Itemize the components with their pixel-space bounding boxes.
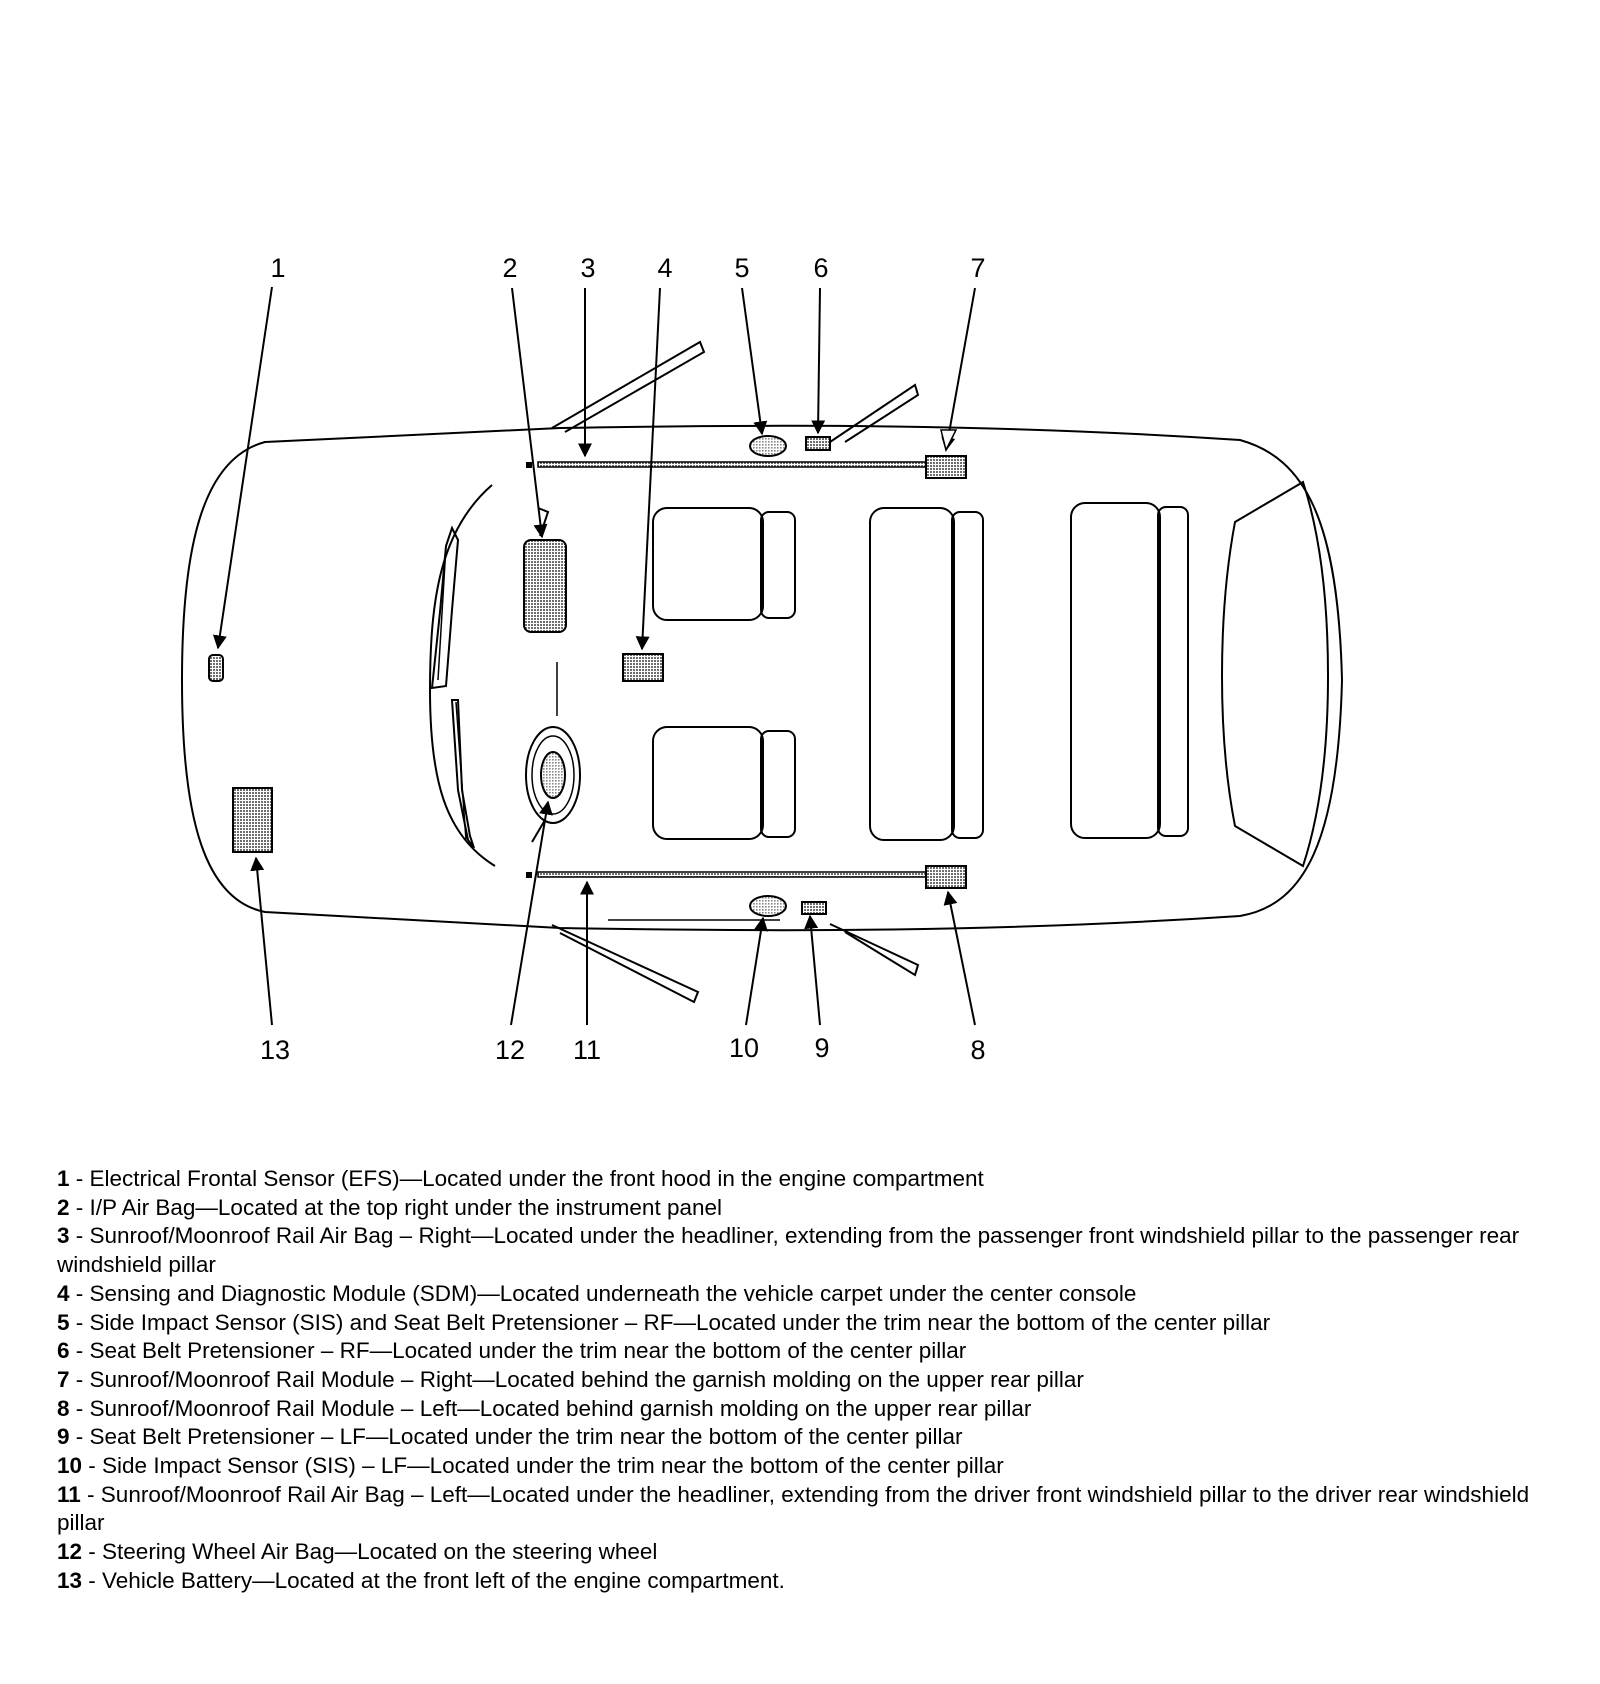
leader-9 [810,916,820,1025]
callout-10: 10 [728,1033,760,1063]
legend-item-6: 6 - Seat Belt Pretensioner – RF—Located under the trim near the bottom of the center pillar [57,1338,967,1364]
callout-7: 7 [970,253,986,283]
callout-2: 2 [502,253,518,283]
legend-item-4: 4 - Sensing and Diagnostic Module (SDM)—Located underneath the vehicle carpet under the center console [57,1280,1137,1306]
ip-air-bag [524,540,566,632]
third-row-seat [1071,503,1160,838]
door-line-front-bottom [552,925,698,1002]
second-row-seat [870,508,954,840]
leader-5 [742,288,762,434]
callout-1: 1 [270,253,286,283]
rail-air-bag-left [538,872,928,877]
legend-item-1: 1 - Electrical Frontal Sensor (EFS)—Located under the front hood in the engine compartment [57,1166,984,1191]
seat-belt-pretensioner-lf [802,902,826,914]
vehicle-body-outline [182,426,1342,930]
legend-item-3: 3 - Sunroof/Moonroof Rail Air Bag – Right—Located under the headliner, extending from the passenger front windshield pillar to the passenger rear windshield pillar [57,1223,1520,1278]
rail-module-left [926,866,966,888]
door-line-front-top [552,342,704,432]
leader-2 [512,288,542,537]
vehicle-battery [233,788,272,852]
callout-5: 5 [734,253,750,283]
sensing-diagnostic-module [623,654,663,681]
side-impact-sensor-lf [750,896,786,916]
callout-3: 3 [580,253,596,283]
legend-item-13: 13 - Vehicle Battery—Located at the front left of the engine compartment. [57,1567,785,1593]
seat-belt-pretensioner-rf [806,437,830,450]
leader-lines [218,287,975,1025]
legend-item-9: 9 - Seat Belt Pretensioner – LF—Located under the trim near the bottom of the center pillar [57,1424,963,1450]
legend-item-5: 5 - Side Impact Sensor (SIS) and Seat Belt Pretensioner – RF—Located under the trim near the bottom of the center pillar [57,1309,1271,1335]
legend-item-7: 7 - Sunroof/Moonroof Rail Module – Right—Located behind the garnish molding on the upper rear pillar [57,1366,1084,1392]
callout-13: 13 [259,1035,291,1065]
callout-4: 4 [657,253,673,283]
front-seat-left [653,727,763,839]
component-legend [57,1165,1557,1596]
callout-8: 8 [970,1035,986,1065]
legend-item-11: 11 - Sunroof/Moonroof Rail Air Bag – Left—Located under the headliner, extending from the driver front windshield pillar to the driver rear windshield pillar [57,1481,1530,1536]
leader-4 [642,288,660,649]
electrical-frontal-sensor [209,655,223,681]
steering-wheel-air-bag [541,752,565,798]
callout-11: 11 [572,1035,602,1065]
leader-10 [746,918,763,1025]
front-seat-right [653,508,763,620]
door-line-rear-bottom [830,924,918,975]
leader-12 [511,802,548,1025]
rail-air-bag-right [538,462,928,467]
legend-item-2: 2 - I/P Air Bag—Located at the top right under the instrument panel [57,1194,722,1220]
rear-window-outline [1222,482,1328,866]
legend-item-12: 12 - Steering Wheel Air Bag—Located on the steering wheel [57,1539,658,1565]
callout-12: 12 [494,1035,526,1065]
door-line-rear-top [830,385,918,442]
leader-6 [818,288,820,433]
callout-9: 9 [814,1033,830,1063]
legend-item-10: 10 - Side Impact Sensor (SIS) – LF—Located under the trim near the bottom of the center pillar [57,1453,1004,1479]
callout-6: 6 [813,253,829,283]
rail-module-right [926,456,966,478]
leader-7 [946,288,975,450]
side-impact-sensor-rf [750,436,786,456]
legend-item-8: 8 - Sunroof/Moonroof Rail Module – Left—Located behind garnish molding on the upper rear pillar [57,1395,1032,1421]
leader-8 [948,892,975,1025]
leader-13 [256,858,272,1025]
